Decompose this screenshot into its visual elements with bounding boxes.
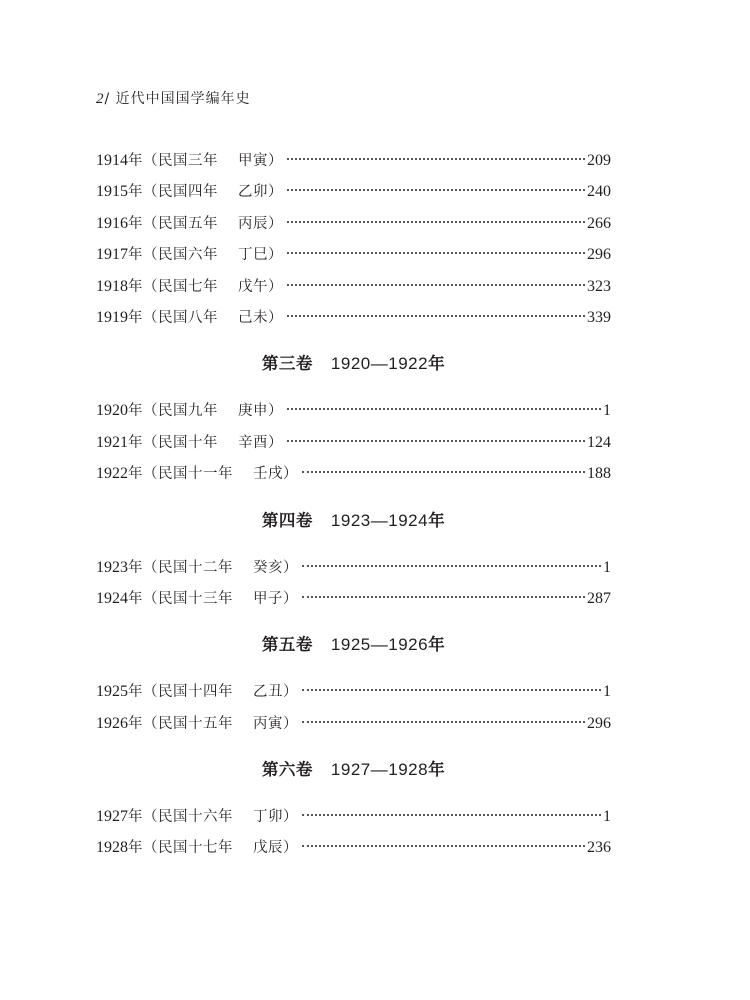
dot-leader — [302, 470, 585, 473]
entry-year: 1927 — [96, 808, 128, 826]
toc-entry — [96, 208, 611, 239]
volume-year-range: 1927—1928 — [330, 760, 429, 780]
entry-close-paren: ） — [268, 403, 283, 420]
dot-leader — [302, 844, 585, 847]
entry-open-paren: （ — [143, 559, 158, 576]
entry-label — [128, 240, 283, 271]
entry-nian: 年 — [128, 215, 143, 232]
entry-year: 1917 — [96, 246, 128, 264]
volume-heading — [96, 614, 611, 676]
dot-leader — [287, 188, 585, 191]
entry-era: 民国十年 — [158, 434, 218, 451]
dot-leader — [302, 564, 601, 567]
entry-nian: 年 — [128, 184, 143, 201]
toc-entry — [96, 832, 611, 863]
entry-page-number: 287 — [587, 589, 611, 607]
entry-open-paren: （ — [143, 466, 158, 483]
entry-open-paren: （ — [143, 247, 158, 264]
entry-label — [128, 584, 298, 615]
entry-ganzhi: 丙寅 — [253, 715, 283, 732]
entry-open-paren: （ — [143, 278, 158, 295]
volume-title: 第五卷 — [261, 635, 313, 655]
toc-entry — [96, 552, 611, 583]
toc-entry — [96, 801, 611, 832]
entry-close-paren: ） — [268, 153, 283, 169]
entry-open-paren: （ — [143, 715, 158, 732]
entry-year: 1919 — [96, 308, 128, 326]
entry-open-paren: （ — [143, 809, 158, 826]
entry-ganzhi: 己未 — [238, 309, 268, 326]
entry-year: 1918 — [96, 277, 128, 295]
book-title: / 近代中国国学编年史 — [104, 91, 251, 107]
entry-ganzhi: 丙辰 — [238, 215, 268, 232]
toc-entry — [96, 583, 611, 614]
entry-open-paren: （ — [143, 309, 158, 326]
entry-era: 民国十四年 — [158, 684, 233, 701]
entry-label — [128, 146, 283, 177]
entry-era: 民国十七年 — [158, 840, 233, 857]
entry-page-number: 1 — [603, 558, 611, 576]
volume-title: 第六卷 — [261, 760, 313, 780]
entry-label — [128, 802, 298, 833]
entry-ganzhi: 癸亥 — [253, 559, 283, 576]
entry-label — [128, 272, 283, 303]
toc-entry — [96, 708, 611, 739]
entry-year: 1926 — [96, 714, 128, 732]
toc-entry — [96, 427, 611, 458]
entry-close-paren: ） — [268, 434, 283, 451]
entry-nian: 年 — [128, 403, 143, 420]
toc-entry — [96, 176, 611, 207]
volume-year-suffix: 年 — [428, 760, 446, 780]
entry-close-paren: ） — [268, 215, 283, 232]
volume-heading — [96, 333, 611, 395]
entry-ganzhi: 壬戌 — [253, 466, 283, 483]
entry-close-paren: ） — [268, 247, 283, 264]
entry-open-paren: （ — [143, 184, 158, 201]
entry-close-paren: ） — [283, 684, 298, 701]
volume-year-suffix: 年 — [428, 635, 446, 655]
entry-ganzhi: 甲子 — [253, 590, 283, 607]
entry-era: 民国八年 — [158, 309, 218, 326]
entry-era: 民国十一年 — [158, 466, 233, 483]
entry-era: 民国四年 — [158, 184, 218, 201]
entry-close-paren: ） — [283, 840, 298, 857]
entry-page-number: 339 — [587, 308, 611, 326]
entry-page-number: 240 — [587, 183, 611, 201]
entry-nian: 年 — [128, 715, 143, 732]
entry-era: 民国十三年 — [158, 590, 233, 607]
entry-nian: 年 — [128, 559, 143, 576]
entry-ganzhi: 丁卯 — [253, 809, 283, 826]
entry-page-number: 296 — [587, 714, 611, 732]
dot-leader — [287, 439, 585, 442]
volume-title: 第三卷 — [261, 354, 313, 374]
toc-entry — [96, 302, 611, 333]
entry-nian: 年 — [128, 434, 143, 451]
entry-close-paren: ） — [268, 309, 283, 326]
entry-close-paren: ） — [268, 278, 283, 295]
entry-nian: 年 — [128, 153, 143, 169]
entry-open-paren: （ — [143, 684, 158, 701]
volume-title: 第四卷 — [261, 510, 313, 530]
toc-entry — [96, 145, 611, 176]
entry-page-number: 296 — [587, 246, 611, 264]
volume-year-suffix: 年 — [428, 354, 446, 374]
entry-nian: 年 — [128, 809, 143, 826]
entry-nian: 年 — [128, 278, 143, 295]
entry-year: 1914 — [96, 152, 128, 169]
volume-heading — [96, 739, 611, 801]
entry-year: 1915 — [96, 183, 128, 201]
entry-close-paren: ） — [268, 184, 283, 201]
dot-leader — [302, 720, 585, 723]
dot-leader — [287, 220, 585, 223]
toc-entry — [96, 239, 611, 270]
entry-era: 民国十六年 — [158, 809, 233, 826]
page-number: 2 — [96, 91, 105, 107]
entry-page-number: 209 — [587, 152, 611, 169]
entry-era: 民国三年 — [158, 153, 218, 169]
entry-label — [128, 428, 283, 459]
entry-year: 1924 — [96, 589, 128, 607]
dot-leader — [287, 251, 585, 254]
entry-close-paren: ） — [283, 590, 298, 607]
entry-year: 1920 — [96, 402, 128, 420]
dot-leader — [287, 407, 601, 410]
entry-page-number: 1 — [603, 683, 611, 701]
toc-entry — [96, 271, 611, 302]
dot-leader — [302, 595, 585, 598]
entry-label — [128, 459, 298, 490]
entry-page-number: 188 — [587, 465, 611, 483]
table-of-contents — [96, 145, 611, 864]
entry-era: 民国七年 — [158, 278, 218, 295]
entry-era: 民国九年 — [158, 403, 218, 420]
entry-ganzhi: 戊午 — [238, 278, 268, 295]
toc-entry — [96, 676, 611, 707]
entry-open-paren: （ — [143, 403, 158, 420]
entry-year: 1921 — [96, 433, 128, 451]
entry-nian: 年 — [128, 466, 143, 483]
toc-entry — [96, 458, 611, 489]
toc-entry — [96, 395, 611, 426]
entry-label — [128, 553, 298, 584]
entry-ganzhi: 丁巳 — [238, 247, 268, 264]
entry-era: 民国六年 — [158, 247, 218, 264]
entry-open-paren: （ — [143, 153, 158, 169]
entry-page-number: 266 — [587, 214, 611, 232]
dot-leader — [302, 813, 601, 816]
entry-nian: 年 — [128, 840, 143, 857]
entry-nian: 年 — [128, 247, 143, 264]
volume-year-range: 1920—1922 — [330, 354, 429, 374]
entry-ganzhi: 甲寅 — [238, 153, 268, 169]
entry-page-number: 1 — [603, 808, 611, 826]
dot-leader — [287, 283, 585, 286]
entry-era: 民国十五年 — [158, 715, 233, 732]
entry-close-paren: ） — [283, 559, 298, 576]
running-header — [96, 88, 251, 108]
entry-open-paren: （ — [143, 215, 158, 232]
entry-ganzhi: 辛酉 — [238, 434, 268, 451]
entry-nian: 年 — [128, 684, 143, 701]
entry-year: 1925 — [96, 683, 128, 701]
entry-label — [128, 303, 283, 334]
volume-year-suffix: 年 — [428, 510, 446, 530]
entry-nian: 年 — [128, 590, 143, 607]
entry-year: 1928 — [96, 839, 128, 857]
entry-close-paren: ） — [283, 466, 298, 483]
entry-era: 民国五年 — [158, 215, 218, 232]
entry-label — [128, 677, 298, 708]
entry-ganzhi: 戊辰 — [253, 840, 283, 857]
entry-ganzhi: 乙丑 — [253, 684, 283, 701]
dot-leader — [287, 157, 585, 160]
entry-page-number: 236 — [587, 839, 611, 857]
entry-open-paren: （ — [143, 840, 158, 857]
dot-leader — [302, 688, 601, 691]
entry-year: 1922 — [96, 465, 128, 483]
entry-label — [128, 209, 283, 240]
entry-label — [128, 396, 283, 427]
entry-label — [128, 177, 283, 208]
entry-page-number: 124 — [587, 433, 611, 451]
entry-ganzhi: 乙卯 — [238, 184, 268, 201]
volume-year-range: 1923—1924 — [330, 510, 429, 530]
entry-page-number: 1 — [603, 402, 611, 420]
volume-year-range: 1925—1926 — [330, 635, 429, 655]
entry-open-paren: （ — [143, 590, 158, 607]
entry-close-paren: ） — [283, 715, 298, 732]
entry-open-paren: （ — [143, 434, 158, 451]
dot-leader — [287, 314, 585, 317]
entry-era: 民国十二年 — [158, 559, 233, 576]
entry-ganzhi: 庚申 — [238, 403, 268, 420]
entry-year: 1916 — [96, 214, 128, 232]
entry-label — [128, 833, 298, 864]
entry-page-number: 323 — [587, 277, 611, 295]
entry-label — [128, 709, 298, 740]
entry-year: 1923 — [96, 558, 128, 576]
entry-close-paren: ） — [283, 809, 298, 826]
volume-heading — [96, 490, 611, 552]
entry-nian: 年 — [128, 309, 143, 326]
